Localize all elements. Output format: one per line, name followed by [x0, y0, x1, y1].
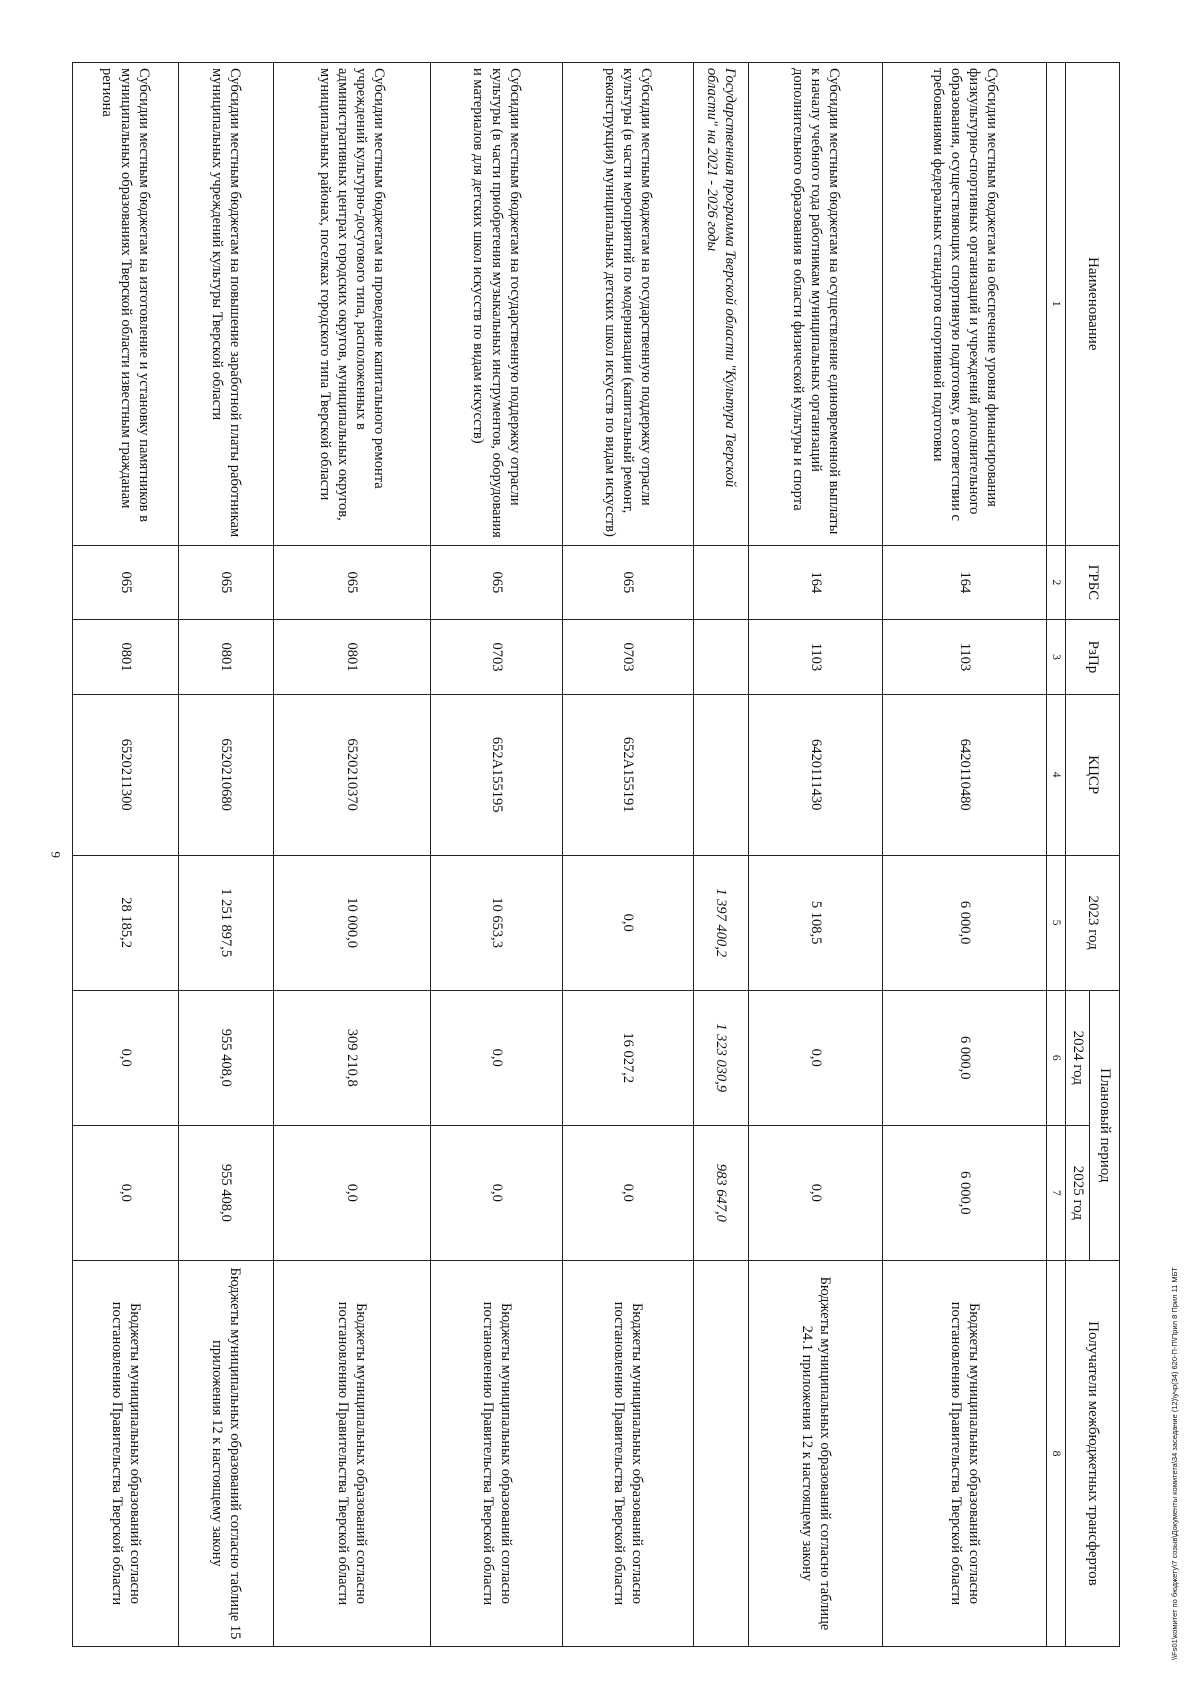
cell-recipients: Бюджеты муниципальных образований согласно постановлению Правительства Тверской области	[883, 1260, 1046, 1646]
cell-recipients: Бюджеты муниципальных образований согласно постановлению Правительства Тверской области	[563, 1260, 693, 1646]
header-recipients: Получатели межбюджетных трансфертов	[1066, 1260, 1120, 1646]
cell-2023: 10 653,3	[430, 855, 563, 990]
cell-kcsr	[693, 694, 748, 855]
cell-2025: 0,0	[563, 1125, 693, 1260]
column-number: 2	[1046, 545, 1065, 620]
cell-recipients: Бюджеты муниципальных образований согласно постановлению Правительства Тверской области	[73, 1260, 179, 1646]
cell-kcsr: 6420111430	[748, 694, 883, 855]
cell-kcsr: 6520211300	[73, 694, 179, 855]
cell-grbs: 164	[748, 545, 883, 620]
header-2024: 2024 год	[1066, 990, 1090, 1125]
cell-name: Субсидии местным бюджетам на обеспечение уровня финансирования физкультурно-спортивных организаций и учреждений дополнительного образования, осуществляющих спортивную подготовку, в соответствии с требованиями федеральных стандартов спортивной подготовки	[883, 63, 1046, 546]
cell-2024: 309 210,8	[274, 990, 431, 1125]
table-row	[73, 63, 179, 1647]
table-row	[883, 63, 1046, 1647]
table-row	[563, 63, 693, 1647]
cell-rzpr: 1103	[748, 620, 883, 695]
cell-2023: 1 397 400,2	[693, 855, 748, 990]
cell-2023: 6 000,0	[883, 855, 1046, 990]
cell-rzpr: 0703	[430, 620, 563, 695]
cell-kcsr: 6520210370	[274, 694, 431, 855]
cell-grbs: 164	[883, 545, 1046, 620]
cell-recipients: Бюджеты муниципальных образований согласно таблице 15 приложения 12 к настоящему закону	[179, 1260, 274, 1646]
cell-rzpr: 0801	[73, 620, 179, 695]
cell-grbs	[693, 545, 748, 620]
cell-2025: 0,0	[73, 1125, 179, 1260]
column-number: 4	[1046, 694, 1065, 855]
cell-2024: 0,0	[73, 990, 179, 1125]
cell-2024: 0,0	[748, 990, 883, 1125]
header-rzpr: РзПр	[1066, 620, 1120, 695]
table-row	[179, 63, 274, 1647]
header-kcsr: КЦСР	[1066, 694, 1120, 855]
cell-2023: 0,0	[563, 855, 693, 990]
page-number: 6	[48, 851, 63, 858]
cell-rzpr: 1103	[883, 620, 1046, 695]
table-row-program	[693, 63, 748, 1647]
cell-name: Субсидии местным бюджетам на повышение заработной платы работникам муниципальных учреждений культуры Тверской области	[179, 63, 274, 546]
cell-recipients	[693, 1260, 748, 1646]
header-planned-period: Плановый период	[1090, 990, 1120, 1260]
cell-name: Субсидии местным бюджетам на государственную поддержку отрасли культуры (в части мероприятий по модернизации (капитальный ремонт, реконструкция) муниципальных детских школ искусств по видам искусств)	[563, 63, 693, 546]
cell-grbs: 065	[73, 545, 179, 620]
header-2023: 2023 год	[1066, 855, 1120, 990]
cell-2024: 1 323 030,9	[693, 990, 748, 1125]
cell-2023: 1 251 897,5	[179, 855, 274, 990]
cell-2023: 10 000,0	[274, 855, 431, 990]
budget-table	[72, 62, 1120, 1647]
cell-rzpr: 0801	[179, 620, 274, 695]
cell-2025: 0,0	[748, 1125, 883, 1260]
cell-2024: 955 408,0	[179, 990, 274, 1125]
cell-recipients: Бюджеты муниципальных образований согласно таблице 24.1 приложения 12 к настоящему закону	[748, 1260, 883, 1646]
cell-name: Субсидии местным бюджетам на осуществление единовременной выплаты к началу учебного года работникам муниципальных организаций дополнительного образования в области физической культуры и спорта	[748, 63, 883, 546]
footer-file-path: \\Fs01\комитет по бюджету\7 созыв\Документы комитета\34 заседание (12)\учр(34) 620-П-П\Прил 8 Прил 11 МБТ	[1170, 1267, 1179, 1660]
cell-rzpr: 0801	[274, 620, 431, 695]
cell-2025: 0,0	[274, 1125, 431, 1260]
cell-2024: 0,0	[430, 990, 563, 1125]
header-name: Наименование	[1066, 63, 1120, 546]
cell-recipients: Бюджеты муниципальных образований согласно постановлению Правительства Тверской области	[430, 1260, 563, 1646]
column-number: 8	[1046, 1260, 1065, 1646]
header-2025: 2025 год	[1066, 1125, 1090, 1260]
cell-2025: 955 408,0	[179, 1125, 274, 1260]
cell-2025: 983 647,0	[693, 1125, 748, 1260]
column-number: 5	[1046, 855, 1065, 990]
cell-recipients: Бюджеты муниципальных образований согласно постановлению Правительства Тверской области	[274, 1260, 431, 1646]
cell-grbs: 065	[274, 545, 431, 620]
cell-kcsr: 652A155195	[430, 694, 563, 855]
column-number: 1	[1046, 63, 1065, 546]
header-grbs: ГРБС	[1066, 545, 1120, 620]
cell-name: Субсидии местным бюджетам на проведение капитального ремонта учреждений культурно-досугового типа, расположенных в административных центрах городских округов, муниципальных округов, муниципальных районах, поселках городского типа Тверской области	[274, 63, 431, 546]
cell-rzpr	[693, 620, 748, 695]
cell-grbs: 065	[179, 545, 274, 620]
cell-2025: 6 000,0	[883, 1125, 1046, 1260]
column-number-row	[1046, 63, 1065, 1647]
cell-name: Государственная программа Тверской области "Культура Тверской области" на 2021 - 2026 годы	[693, 63, 748, 546]
column-number: 6	[1046, 990, 1065, 1125]
column-number: 7	[1046, 1125, 1065, 1260]
column-number: 3	[1046, 620, 1065, 695]
cell-grbs: 065	[430, 545, 563, 620]
cell-2025: 0,0	[430, 1125, 563, 1260]
table-row	[748, 63, 883, 1647]
cell-kcsr: 6420110480	[883, 694, 1046, 855]
cell-grbs: 065	[563, 545, 693, 620]
cell-kcsr: 652A155191	[563, 694, 693, 855]
cell-2024: 6 000,0	[883, 990, 1046, 1125]
table-row	[274, 63, 431, 1647]
cell-2024: 16 027,2	[563, 990, 693, 1125]
header-row-1	[1090, 63, 1120, 1647]
table-row	[430, 63, 563, 1647]
cell-name: Субсидии местным бюджетам на изготовление и установку памятников в муниципальных образованиях Тверской области известным гражданам региона	[73, 63, 179, 546]
cell-2023: 5 108,5	[748, 855, 883, 990]
cell-2023: 28 185,2	[73, 855, 179, 990]
cell-name: Субсидии местным бюджетам на государственную поддержку отрасли культуры (в части приобретения музыкальных инструментов, оборудования и материалов для детских школ искусств по видам искусств)	[430, 63, 563, 546]
cell-rzpr: 0703	[563, 620, 693, 695]
rotated-table-container	[72, 62, 1120, 1647]
cell-kcsr: 6520210680	[179, 694, 274, 855]
